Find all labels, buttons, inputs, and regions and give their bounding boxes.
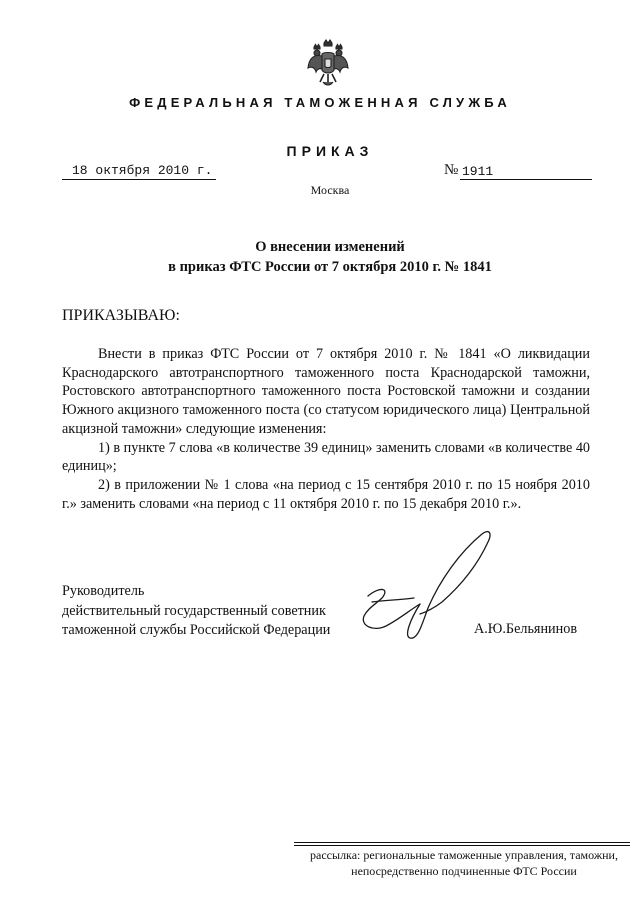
subject-line-2: в приказ ФТС России от 7 октября 2010 г. № 1841 bbox=[168, 259, 492, 275]
agency-title: ФЕДЕРАЛЬНАЯ ТАМОЖЕННАЯ СЛУЖБА bbox=[129, 95, 511, 110]
distribution-line-2: непосредственно подчиненные ФТС России bbox=[351, 864, 577, 878]
number-label: № bbox=[444, 162, 459, 178]
document-type-heading: ПРИКАЗ bbox=[286, 143, 374, 159]
distribution-divider bbox=[294, 842, 630, 843]
date-underline bbox=[62, 179, 216, 180]
subject-line-1: О внесении изменений bbox=[255, 239, 405, 255]
document-subject bbox=[0, 237, 640, 277]
number-underline bbox=[460, 179, 592, 180]
signatory-position: Руководитель bbox=[62, 583, 145, 599]
document-date: 18 октября 2010 г. bbox=[72, 163, 213, 178]
coat-of-arms-icon bbox=[306, 38, 350, 88]
body-paragraph: 1) в пункте 7 слова «в количестве 39 единиц» заменить словами «в количестве 40 единиц»; bbox=[62, 439, 591, 475]
document-number: 1911 bbox=[462, 164, 494, 179]
signatory-rank: действительный государственный советник bbox=[62, 602, 326, 619]
body-paragraph: Внести в приказ ФТС России от 7 октября 2010 г. № 1841 «О ликвидации Краснодарского автотранспортного таможенного поста Краснодарской таможни, Ростовского автотранспортного таможенного поста Ростовской таможни и создании Южного акцизного таможенного поста (со статусом юридического лица) Центральной акцизной таможни» следующие изменения: bbox=[62, 346, 590, 437]
decree-word: ПРИКАЗЫВАЮ: bbox=[62, 307, 180, 324]
city: Москва bbox=[310, 183, 350, 197]
signatory-rank-cont: таможенной службы Российской Федерации bbox=[62, 622, 331, 638]
distribution-list bbox=[296, 847, 632, 879]
order-body bbox=[62, 345, 590, 513]
signatory-title bbox=[62, 582, 330, 641]
signatory-name: А.Ю.Бельянинов bbox=[474, 621, 578, 637]
distribution-line-1: рассылка: региональные таможенные управления, таможни, bbox=[310, 848, 618, 862]
body-paragraph: 2) в приложении № 1 слова «на период с 15 сентября 2010 г. по 15 ноября 2010 г.» заменить словами «на период с 11 октября 2010 г. по 15 декабря 2010 г.». bbox=[62, 476, 590, 512]
distribution-divider bbox=[294, 845, 630, 846]
